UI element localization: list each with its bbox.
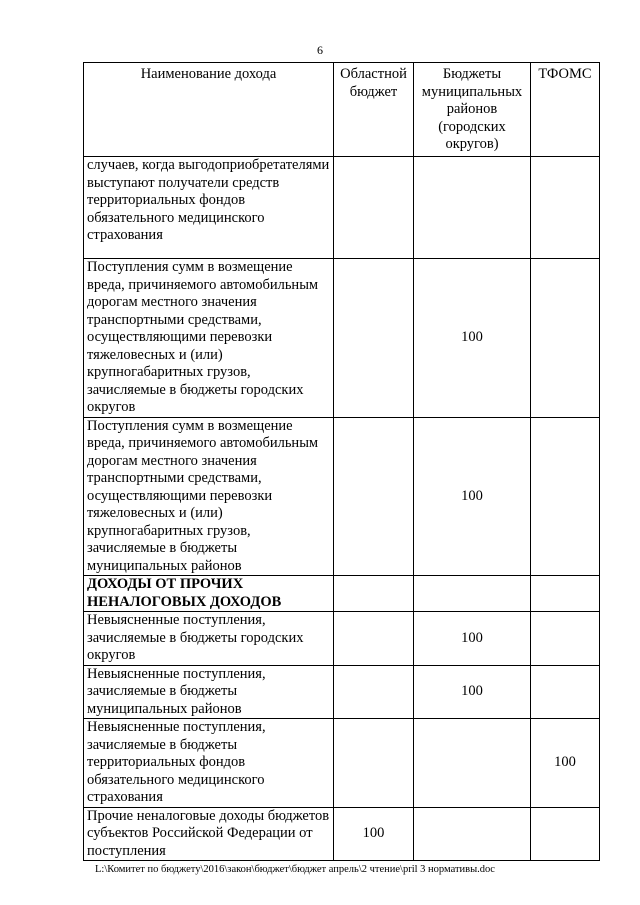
oblast-value-cell: 100 [334, 807, 414, 861]
table-row [84, 807, 600, 861]
municipal-value-cell: 100 [414, 417, 531, 576]
municipal-value-cell: 100 [414, 259, 531, 418]
oblast-value-cell [334, 719, 414, 808]
column-header-tfoms: ТФОМС [531, 63, 600, 157]
income-name-cell: Поступления сумм в возмещение вреда, причиняемого автомобильным дорогам местного значения транспортными средствами, осуществляющими перевозки тяжеловесных и (или) крупногабаритных грузов, зачисляемые в бюджеты муниципальных районов [84, 417, 334, 576]
tfoms-value-cell [531, 665, 600, 719]
tfoms-value-cell [531, 417, 600, 576]
table-row [84, 417, 600, 576]
table-row [84, 612, 600, 666]
document-file-path: L:\Комитет по бюджету\2016\закон\бюджет\бюджет апрель\2 чтение\pril 3 нормативы.doc [95, 864, 495, 875]
income-name-cell: Прочие неналоговые доходы бюджетов субъектов Российской Федерации от поступления [84, 807, 334, 861]
oblast-value-cell [334, 259, 414, 418]
tfoms-value-cell [531, 576, 600, 612]
tfoms-value-cell [531, 157, 600, 259]
column-header-income-name: Наименование дохода [84, 63, 334, 157]
municipal-value-cell: 100 [414, 612, 531, 666]
municipal-value-cell [414, 157, 531, 259]
page-number: 6 [317, 43, 323, 57]
income-name-cell: Невыясненные поступления, зачисляемые в бюджеты территориальных фондов обязательного медицинского страхования [84, 719, 334, 808]
table-header-row [84, 63, 600, 157]
oblast-value-cell [334, 576, 414, 612]
municipal-value-cell [414, 719, 531, 808]
table-row [84, 719, 600, 808]
section-heading-cell: ДОХОДЫ ОТ ПРОЧИХ НЕНАЛОГОВЫХ ДОХОДОВ [84, 576, 334, 612]
income-name-cell: Поступления сумм в возмещение вреда, причиняемого автомобильным дорогам местного значения транспортными средствами, осуществляющими перевозки тяжеловесных и (или) крупногабаритных грузов, зачисляемые в бюджеты городских округов [84, 259, 334, 418]
municipal-value-cell [414, 807, 531, 861]
tfoms-value-cell: 100 [531, 719, 600, 808]
table-row [84, 259, 600, 418]
income-name-cell: Невыясненные поступления, зачисляемые в бюджеты муниципальных районов [84, 665, 334, 719]
municipal-value-cell [414, 576, 531, 612]
column-header-oblast-budget: Областной бюджет [334, 63, 414, 157]
municipal-value-cell: 100 [414, 665, 531, 719]
oblast-value-cell [334, 157, 414, 259]
table-row [84, 665, 600, 719]
tfoms-value-cell [531, 612, 600, 666]
oblast-value-cell [334, 612, 414, 666]
income-name-cell: случаев, когда выгодоприобретателями выступают получатели средств территориальных фондов обязательного медицинского страхования [84, 157, 334, 259]
table-row [84, 157, 600, 259]
oblast-value-cell [334, 665, 414, 719]
income-name-cell: Невыясненные поступления, зачисляемые в бюджеты городских округов [84, 612, 334, 666]
tfoms-value-cell [531, 259, 600, 418]
oblast-value-cell [334, 417, 414, 576]
normatives-table [83, 62, 600, 861]
column-header-municipal-budgets: Бюджеты муниципальных районов (городских округов) [414, 63, 531, 157]
tfoms-value-cell [531, 807, 600, 861]
section-heading-row [84, 576, 600, 612]
